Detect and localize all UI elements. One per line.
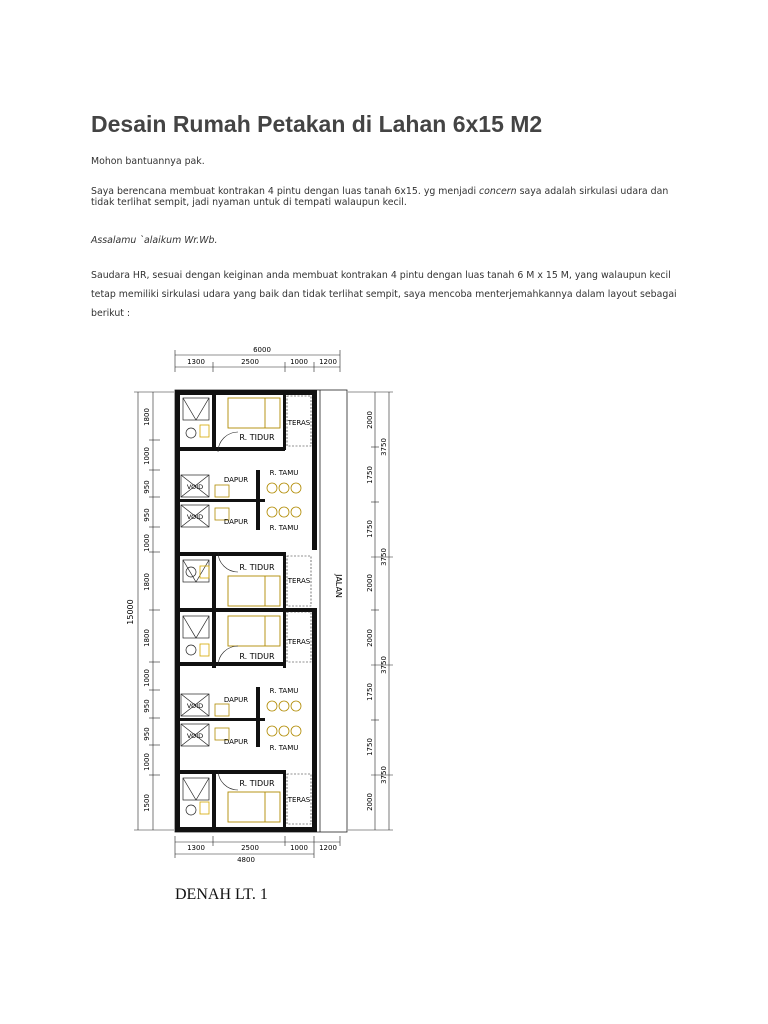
dim-top-1: 1300 bbox=[187, 358, 205, 366]
void-label-2: VOID bbox=[186, 513, 204, 521]
dim-right-inner-2: 1750 bbox=[366, 466, 374, 484]
road-label: JALAN bbox=[334, 574, 343, 598]
dim-right-inner-8: 2000 bbox=[366, 793, 374, 811]
dim-right-outer-2: 3750 bbox=[380, 548, 388, 566]
void-label-3: VOID bbox=[186, 702, 204, 710]
question-emphasis: concern bbox=[479, 186, 517, 197]
dim-right-inner-6: 1750 bbox=[366, 683, 374, 701]
terrace-label-2: TERAS bbox=[287, 577, 311, 585]
living-room-label-1: R. TAMU bbox=[269, 469, 299, 477]
living-room-label-3: R. TAMU bbox=[269, 687, 299, 695]
dim-left-1: 1800 bbox=[143, 408, 151, 426]
left-dimension-lines bbox=[134, 392, 174, 830]
dim-left-7: 1800 bbox=[143, 629, 151, 647]
dim-left-6: 1800 bbox=[143, 573, 151, 591]
dim-left-3: 950 bbox=[143, 480, 151, 494]
paragraph-greeting: Assalamu `alaikum Wr.Wb. bbox=[91, 235, 218, 246]
dim-bottom-4: 1200 bbox=[319, 844, 337, 852]
bedroom-label-2: R. TIDUR bbox=[239, 563, 275, 572]
paragraph-answer: Saudara HR, sesuai dengan keiginan anda membuat kontrakan 4 pintu dengan luas tanah 6 M x 15 M, yang walaupun kecil tetap memiliki sirkulasi udara yang baik dan tidak terlihat sempit, saya mencoba menterjemahkannya dalam layout sebagai berikut : bbox=[91, 270, 677, 319]
bathroom-fixtures bbox=[183, 398, 209, 815]
dim-top-total: 6000 bbox=[253, 346, 271, 354]
bedroom-label-3: R. TIDUR bbox=[239, 652, 275, 661]
bedroom-label-1: R. TIDUR bbox=[239, 433, 275, 442]
kitchen-label-3: DAPUR bbox=[223, 696, 249, 704]
building-walls bbox=[175, 390, 317, 832]
dim-top-2: 2500 bbox=[241, 358, 259, 366]
dim-right-inner-5: 2000 bbox=[366, 629, 374, 647]
dim-right-inner-3: 1750 bbox=[366, 520, 374, 538]
paragraph-request: Mohon bantuannya pak. bbox=[91, 156, 205, 167]
kitchen-label-2: DAPUR bbox=[223, 518, 249, 526]
dim-left-5: 1000 bbox=[143, 534, 151, 552]
living-room-label-4: R. TAMU bbox=[269, 744, 299, 752]
void-label-4: VOID bbox=[186, 732, 204, 740]
question-text-start: Saya berencana membuat kontrakan 4 pintu dengan luas tanah 6x15. yg menjadi bbox=[91, 186, 480, 197]
right-dimension-lines bbox=[348, 392, 393, 830]
terrace-label-1: TERAS bbox=[287, 419, 311, 427]
dim-left-8: 1000 bbox=[143, 669, 151, 687]
dim-right-outer-4: 3750 bbox=[380, 766, 388, 784]
dim-right-inner-1: 2000 bbox=[366, 411, 374, 429]
dim-bottom-total: 4800 bbox=[237, 856, 255, 864]
dim-left-4: 950 bbox=[143, 508, 151, 522]
dim-left-9: 950 bbox=[143, 699, 151, 713]
dim-left-12: 1500 bbox=[143, 794, 151, 812]
question-text-end: saya adalah sirkulasi udara dan tidak terlihat sempit, jadi nyaman untuk di tempati walaupun kecil. bbox=[91, 186, 669, 208]
dim-bottom-3: 1000 bbox=[290, 844, 308, 852]
bedroom-label-4: R. TIDUR bbox=[239, 779, 275, 788]
dim-top-4: 1200 bbox=[319, 358, 337, 366]
dim-left-11: 1000 bbox=[143, 753, 151, 771]
dim-bottom-1: 1300 bbox=[187, 844, 205, 852]
dim-right-outer-3: 3750 bbox=[380, 656, 388, 674]
dim-bottom-2: 2500 bbox=[241, 844, 259, 852]
kitchen-label-4: DAPUR bbox=[223, 738, 249, 746]
plan-caption: DENAH LT. 1 bbox=[175, 886, 268, 903]
dim-left-2: 1000 bbox=[143, 447, 151, 465]
void-label-1: VOID bbox=[186, 483, 204, 491]
terrace-label-3: TERAS bbox=[287, 638, 311, 646]
dim-right-outer-1: 3750 bbox=[380, 438, 388, 456]
dim-top-3: 1000 bbox=[290, 358, 308, 366]
terrace-label-4: TERAS bbox=[287, 796, 311, 804]
page-title: Desain Rumah Petakan di Lahan 6x15 M2 bbox=[91, 111, 543, 137]
kitchen-label-1: DAPUR bbox=[223, 476, 249, 484]
dim-left-10: 950 bbox=[143, 727, 151, 741]
living-room-label-2: R. TAMU bbox=[269, 524, 299, 532]
dim-right-inner-4: 2000 bbox=[366, 574, 374, 592]
dim-left-total: 15000 bbox=[126, 599, 135, 625]
dim-right-inner-7: 1750 bbox=[366, 738, 374, 756]
